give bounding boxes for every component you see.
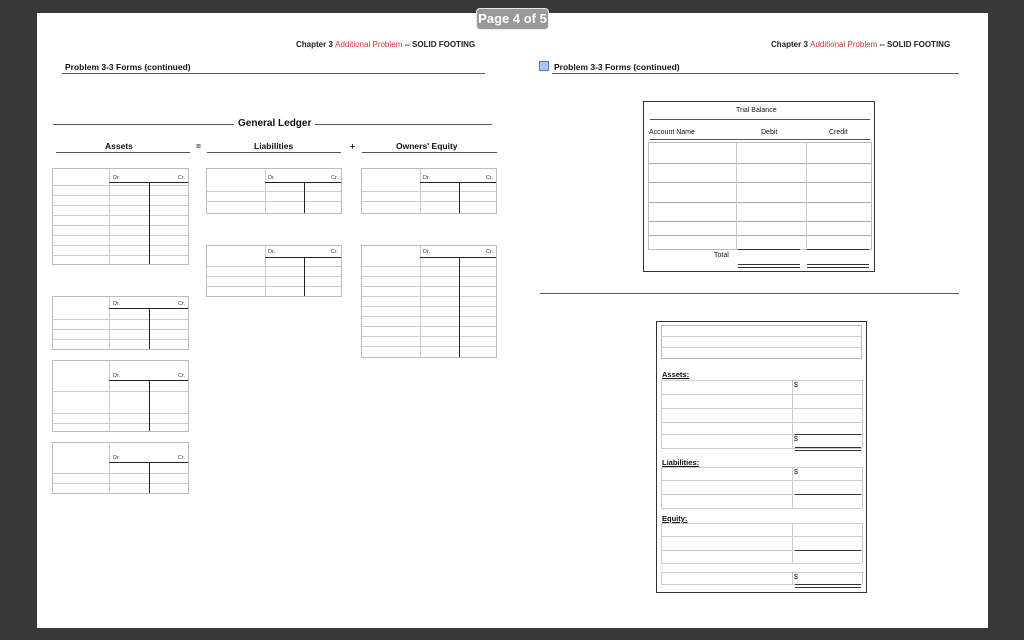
assets-header-rule xyxy=(56,152,190,153)
col-account-name: Account Name xyxy=(649,129,695,136)
assets-dollar-2: $ xyxy=(794,436,798,443)
liabilities-section-label: Liabilities: xyxy=(662,458,700,467)
t-account-liability-2: Dr. Cr. xyxy=(206,245,342,297)
t-account-asset-2: Dr. Cr. xyxy=(52,296,189,350)
trial-balance-grid xyxy=(648,142,872,250)
right-problem-title: Problem 3-3 Forms (continued) xyxy=(554,62,680,72)
left-chapter-header: Chapter 3 Additional Problem -- SOLID FOOTING xyxy=(296,40,476,49)
equals-sign: = xyxy=(196,141,201,151)
balance-sheet-form xyxy=(656,321,867,593)
assets-section-label: Assets: xyxy=(662,370,690,379)
t-account-asset-1: Dr. Cr. xyxy=(52,168,189,265)
total-dollar: $ xyxy=(794,574,798,581)
liabilities-header: Liabilities xyxy=(254,141,294,151)
col-debit: Debit xyxy=(761,129,778,136)
owners-equity-header: Owners' Equity xyxy=(396,141,458,151)
general-ledger-title: General Ledger xyxy=(234,118,315,129)
credit-total-line xyxy=(807,264,869,268)
t-account-equity-1: Dr. Cr. xyxy=(361,168,497,214)
owners-equity-header-rule xyxy=(362,152,497,153)
t-account-asset-3: Dr. Cr. xyxy=(52,360,189,432)
t-account-liability-1: Dr. Cr. xyxy=(206,168,342,214)
trial-balance-form xyxy=(643,101,875,272)
right-chapter-header: Chapter 3 Additional Problem -- SOLID FOOTING xyxy=(771,40,951,49)
liabilities-header-rule xyxy=(207,152,341,153)
equity-section-label: Equity: xyxy=(662,514,688,523)
plus-sign: + xyxy=(350,141,355,151)
page-indicator: Page 4 of 5 xyxy=(476,8,549,30)
total-label: Total xyxy=(714,252,729,259)
left-problem-title: Problem 3-3 Forms (continued) xyxy=(65,62,191,72)
left-title-rule xyxy=(62,73,485,74)
liabilities-dollar: $ xyxy=(794,469,798,476)
t-account-asset-4: Dr. Cr. xyxy=(52,442,189,494)
trial-balance-title: Trial Balance xyxy=(736,107,777,114)
assets-dollar-1: $ xyxy=(794,382,798,389)
debit-total-line xyxy=(738,264,800,268)
right-title-rule xyxy=(552,73,959,74)
section-divider xyxy=(540,293,959,294)
col-credit: Credit xyxy=(829,129,848,136)
t-account-equity-2: Dr. Cr. xyxy=(361,245,497,358)
assets-header: Assets xyxy=(105,141,133,151)
form-checkbox[interactable] xyxy=(539,61,549,71)
